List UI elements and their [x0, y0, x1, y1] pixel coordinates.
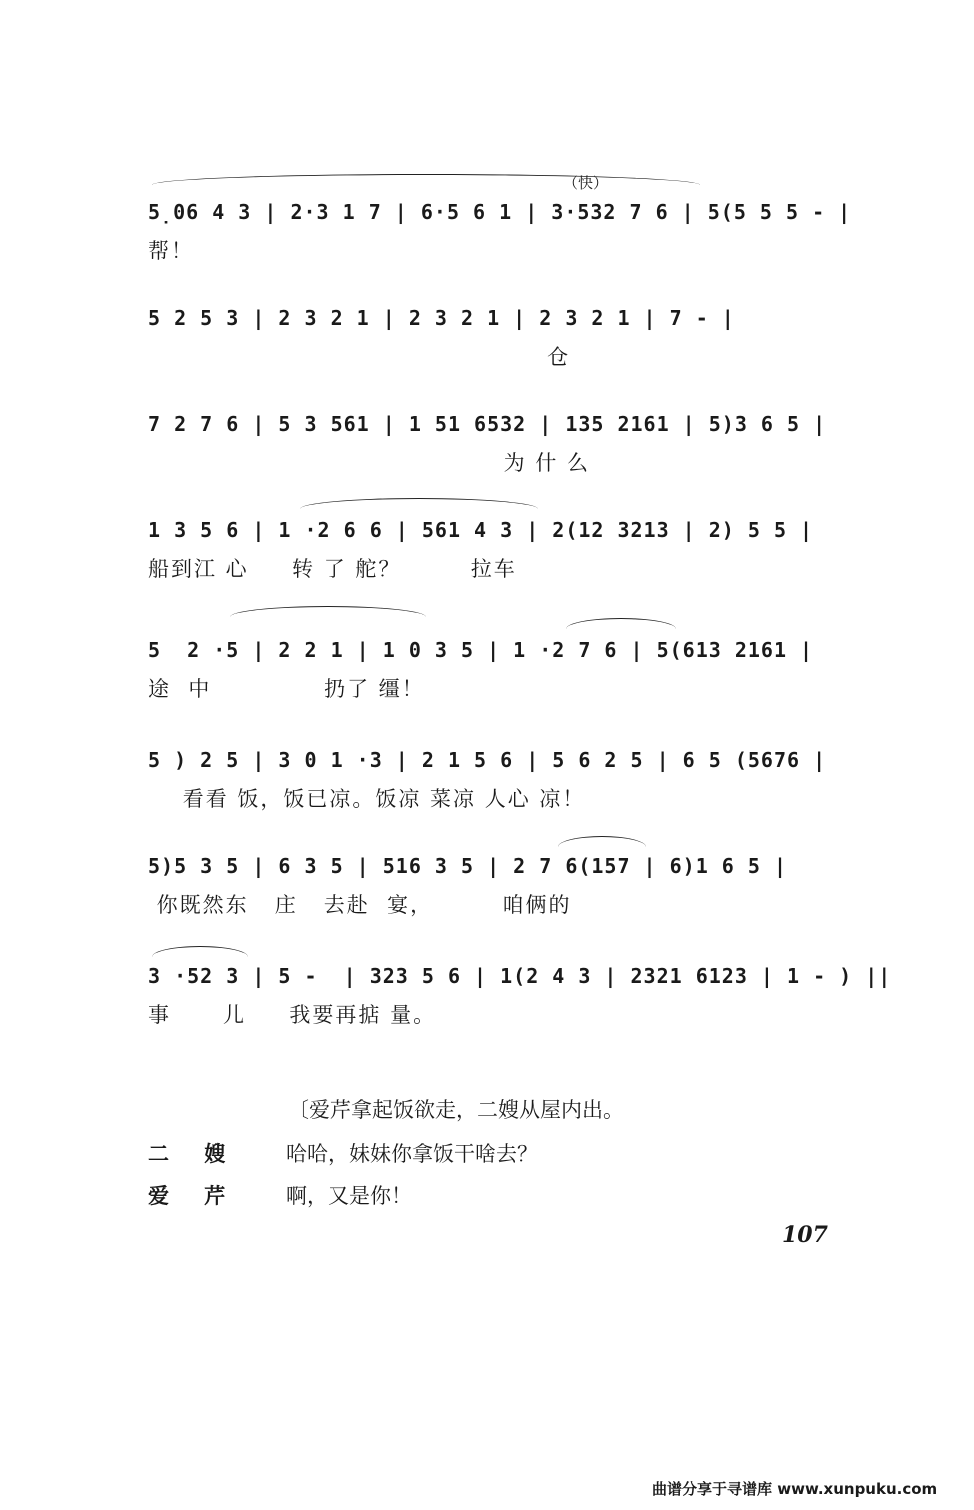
lyrics-row: 事 儿 我要再掂 量。	[148, 1003, 437, 1027]
notation-row: 5 ) 2 5 | 3 0 1 ·3 | 2 1 5 6 | 5 6 2 5 | 6 5 (5676 |	[148, 748, 827, 772]
dialogue-line	[148, 1180, 412, 1210]
notation-row: 5 2 ·5 | 2 2 1 | 1 0 3 5 | 1 ·2 7 6 | 5(613 2161 |	[148, 638, 814, 662]
watermark: 曲谱分享于寻谱库 www.xunpuku.com	[652, 1480, 938, 1498]
dialogue-text: 哈哈，妹妹你拿饭干啥去？	[286, 1142, 538, 1166]
slur	[300, 498, 538, 509]
lyrics-row: 看看 饭，饭已凉。饭凉 菜凉 人心 凉！	[148, 787, 586, 811]
notation-row: 3 ·52 3 | 5 - | 323 5 6 | 1(2 4 3 | 2321 6123 | 1 - ) ||	[148, 964, 892, 988]
slur	[566, 618, 676, 629]
notation-row: 1 3 5 6 | 1 ·2 6 6 | 561 4 3 | 2(12 3213 | 2) 5 5 |	[148, 518, 814, 542]
lyrics-row: 船到江 心 转 了 舵？ 拉车	[148, 557, 517, 581]
dialogue-line	[148, 1138, 538, 1168]
notation-row: 5 2 5 3 | 2 3 2 1 | 2 3 2 1 | 2 3 2 1 | 7 - |	[148, 306, 735, 330]
notation-row: 7 2 7 6 | 5 3 561 | 1 51 6532 | 135 2161 | 5)3 6 5 |	[148, 412, 827, 436]
lyrics-row: 帮！	[148, 239, 194, 263]
slur	[152, 174, 700, 185]
lyrics-row: 仓	[148, 345, 571, 369]
notation-row: 5̣06 4 3 | 2·3 1 7 | 6·5 6 1 | 3·532 7 6 | 5(5 5 5 - |	[148, 200, 852, 224]
lyrics-row: 你既然东 庄 去赴 宴， 咱俩的	[148, 893, 572, 917]
role-name: 爱 芹	[148, 1183, 240, 1208]
tempo-marking: （快）	[563, 174, 609, 192]
page-number: 107	[782, 1222, 828, 1248]
slur	[230, 606, 426, 617]
lyrics-row: 为 什 么	[148, 451, 591, 475]
role-name: 二 嫂	[148, 1141, 240, 1166]
stage-direction: 〔爱芹拿起饭欲走，二嫂从屋内出。	[288, 1098, 624, 1122]
lyrics-row: 途 中 扔了 缰！	[148, 677, 425, 701]
notation-row: 5)5 3 5 | 6 3 5 | 516 3 5 | 2 7 6(157 | 6)1 6 5 |	[148, 854, 788, 878]
dialogue-text: 啊，又是你！	[286, 1184, 412, 1208]
